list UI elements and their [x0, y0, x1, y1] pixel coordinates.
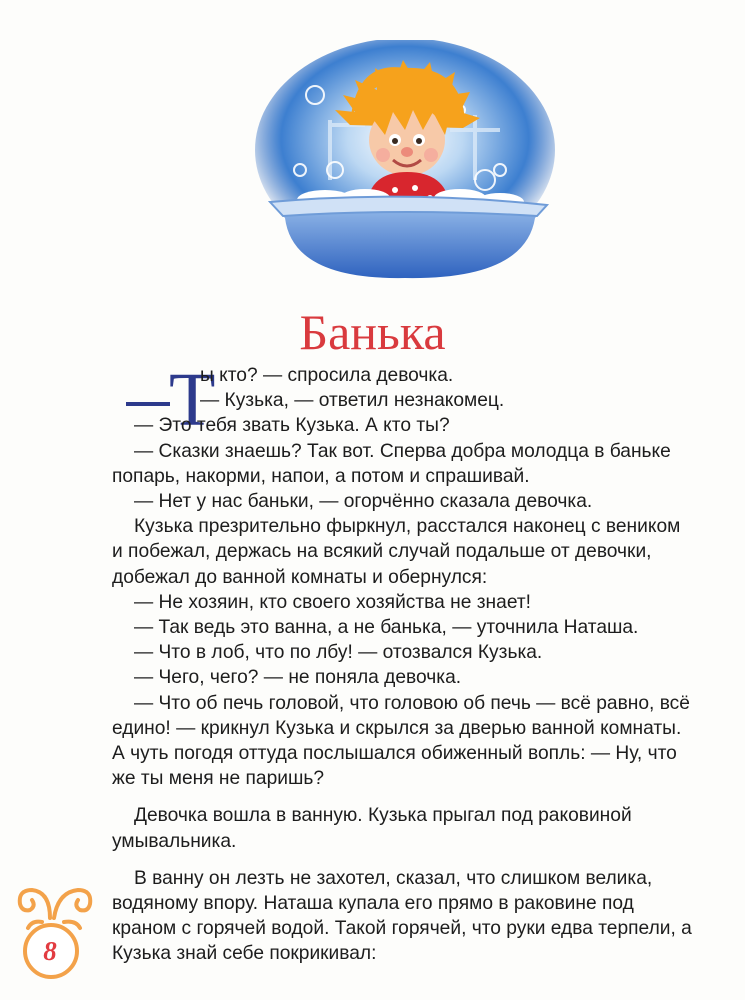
paragraph: — Нет у нас баньки, — огорчённо сказала девочка. [134, 491, 593, 513]
paragraph: — Это тебя звать Кузька. А кто ты? [134, 415, 450, 437]
paragraph: ы кто? — спросила девочка. [200, 365, 454, 386]
chapter-title: Банька [299, 304, 446, 360]
paragraph: Девочка вошла в ванную. Кузька прыгал под раковиной умывальника. [112, 805, 632, 852]
paragraph: В ванну он лезть не захотел, сказал, что слишком велика, водяному впору. Наташа купала его прямо в раковине под краном с горячей водой. Такой горячей, что руки едва терпели, а Кузька знай себе покрикивал: [112, 867, 692, 965]
paragraph: — Чего, чего? — не поняла девочка. [134, 667, 462, 689]
paragraph: Кузька презрительно фыркнул, расстался наконец с веником и побежал, держась на всякий случай подальше от девочки, добежал до ванной комнаты и обернулся: [112, 516, 681, 588]
paragraph: — Кузька, — ответил незнакомец. [200, 390, 505, 412]
dropcap-letter: Т [169, 358, 216, 442]
paragraph: — Что в лоб, что по лбу! — отозвался Кузька. [134, 642, 543, 664]
paragraph: — Что об печь головой, что головою об печь — всё равно, всё едино! — крикнул Кузька и скрылся за дверью ванной комнаты. А чуть погодя оттуда послышался обиженный вопль: — Ну, что же ты меня не паришь? [112, 692, 690, 790]
paragraph: — Не хозяин, кто своего хозяйства не знает! [134, 591, 531, 613]
page-number: 8 [43, 936, 57, 966]
paragraph: — Сказки знаешь? Так вот. Сперва добра молодца в баньке попарь, накорми, напои, а потом и спрашивай. [112, 440, 671, 487]
paragraph: — Так ведь это ванна, а не банька, — уточнила Наташа. [134, 617, 639, 639]
kuzka-bath-illustration [255, 40, 565, 285]
story-text [112, 358, 692, 967]
